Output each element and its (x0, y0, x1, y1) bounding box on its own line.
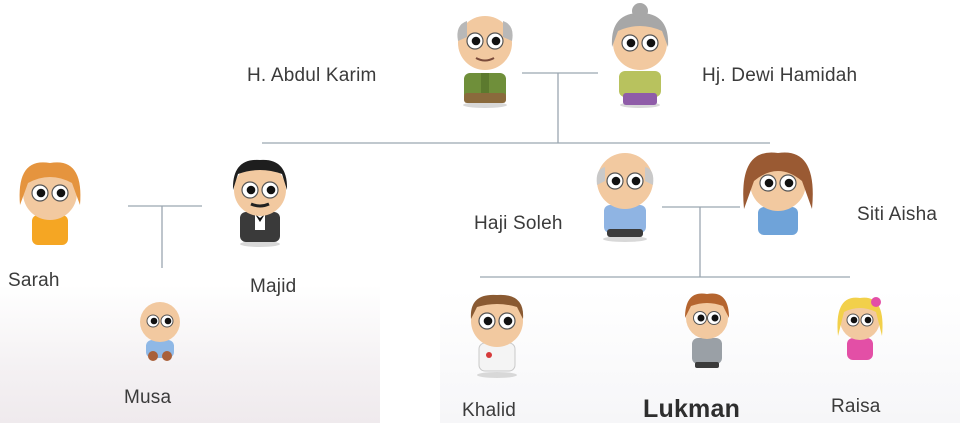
avatar-raisa (837, 297, 882, 360)
avatar-majid (233, 160, 287, 247)
name-soleh: Haji Soleh (474, 213, 563, 234)
avatar-soleh (597, 153, 654, 242)
name-musa: Musa (124, 387, 172, 408)
avatar-lukman (685, 294, 729, 369)
avatar-musa (140, 302, 180, 361)
avatar-grandmother (612, 3, 668, 108)
avatar-sarah (20, 162, 81, 245)
name-grandmother: Hj. Dewi Hamidah (702, 65, 858, 86)
avatar-grandfather (457, 16, 512, 108)
name-raisa: Raisa (831, 396, 881, 417)
name-majid: Majid (250, 276, 297, 297)
name-khalid: Khalid (462, 400, 517, 421)
name-lukman: Lukman (643, 395, 741, 423)
name-sarah: Sarah (8, 270, 60, 291)
name-aisha: Siti Aisha (857, 204, 938, 225)
avatar-khalid (471, 295, 523, 378)
name-grandfather: H. Abdul Karim (247, 65, 377, 86)
avatar-aisha (743, 152, 813, 235)
